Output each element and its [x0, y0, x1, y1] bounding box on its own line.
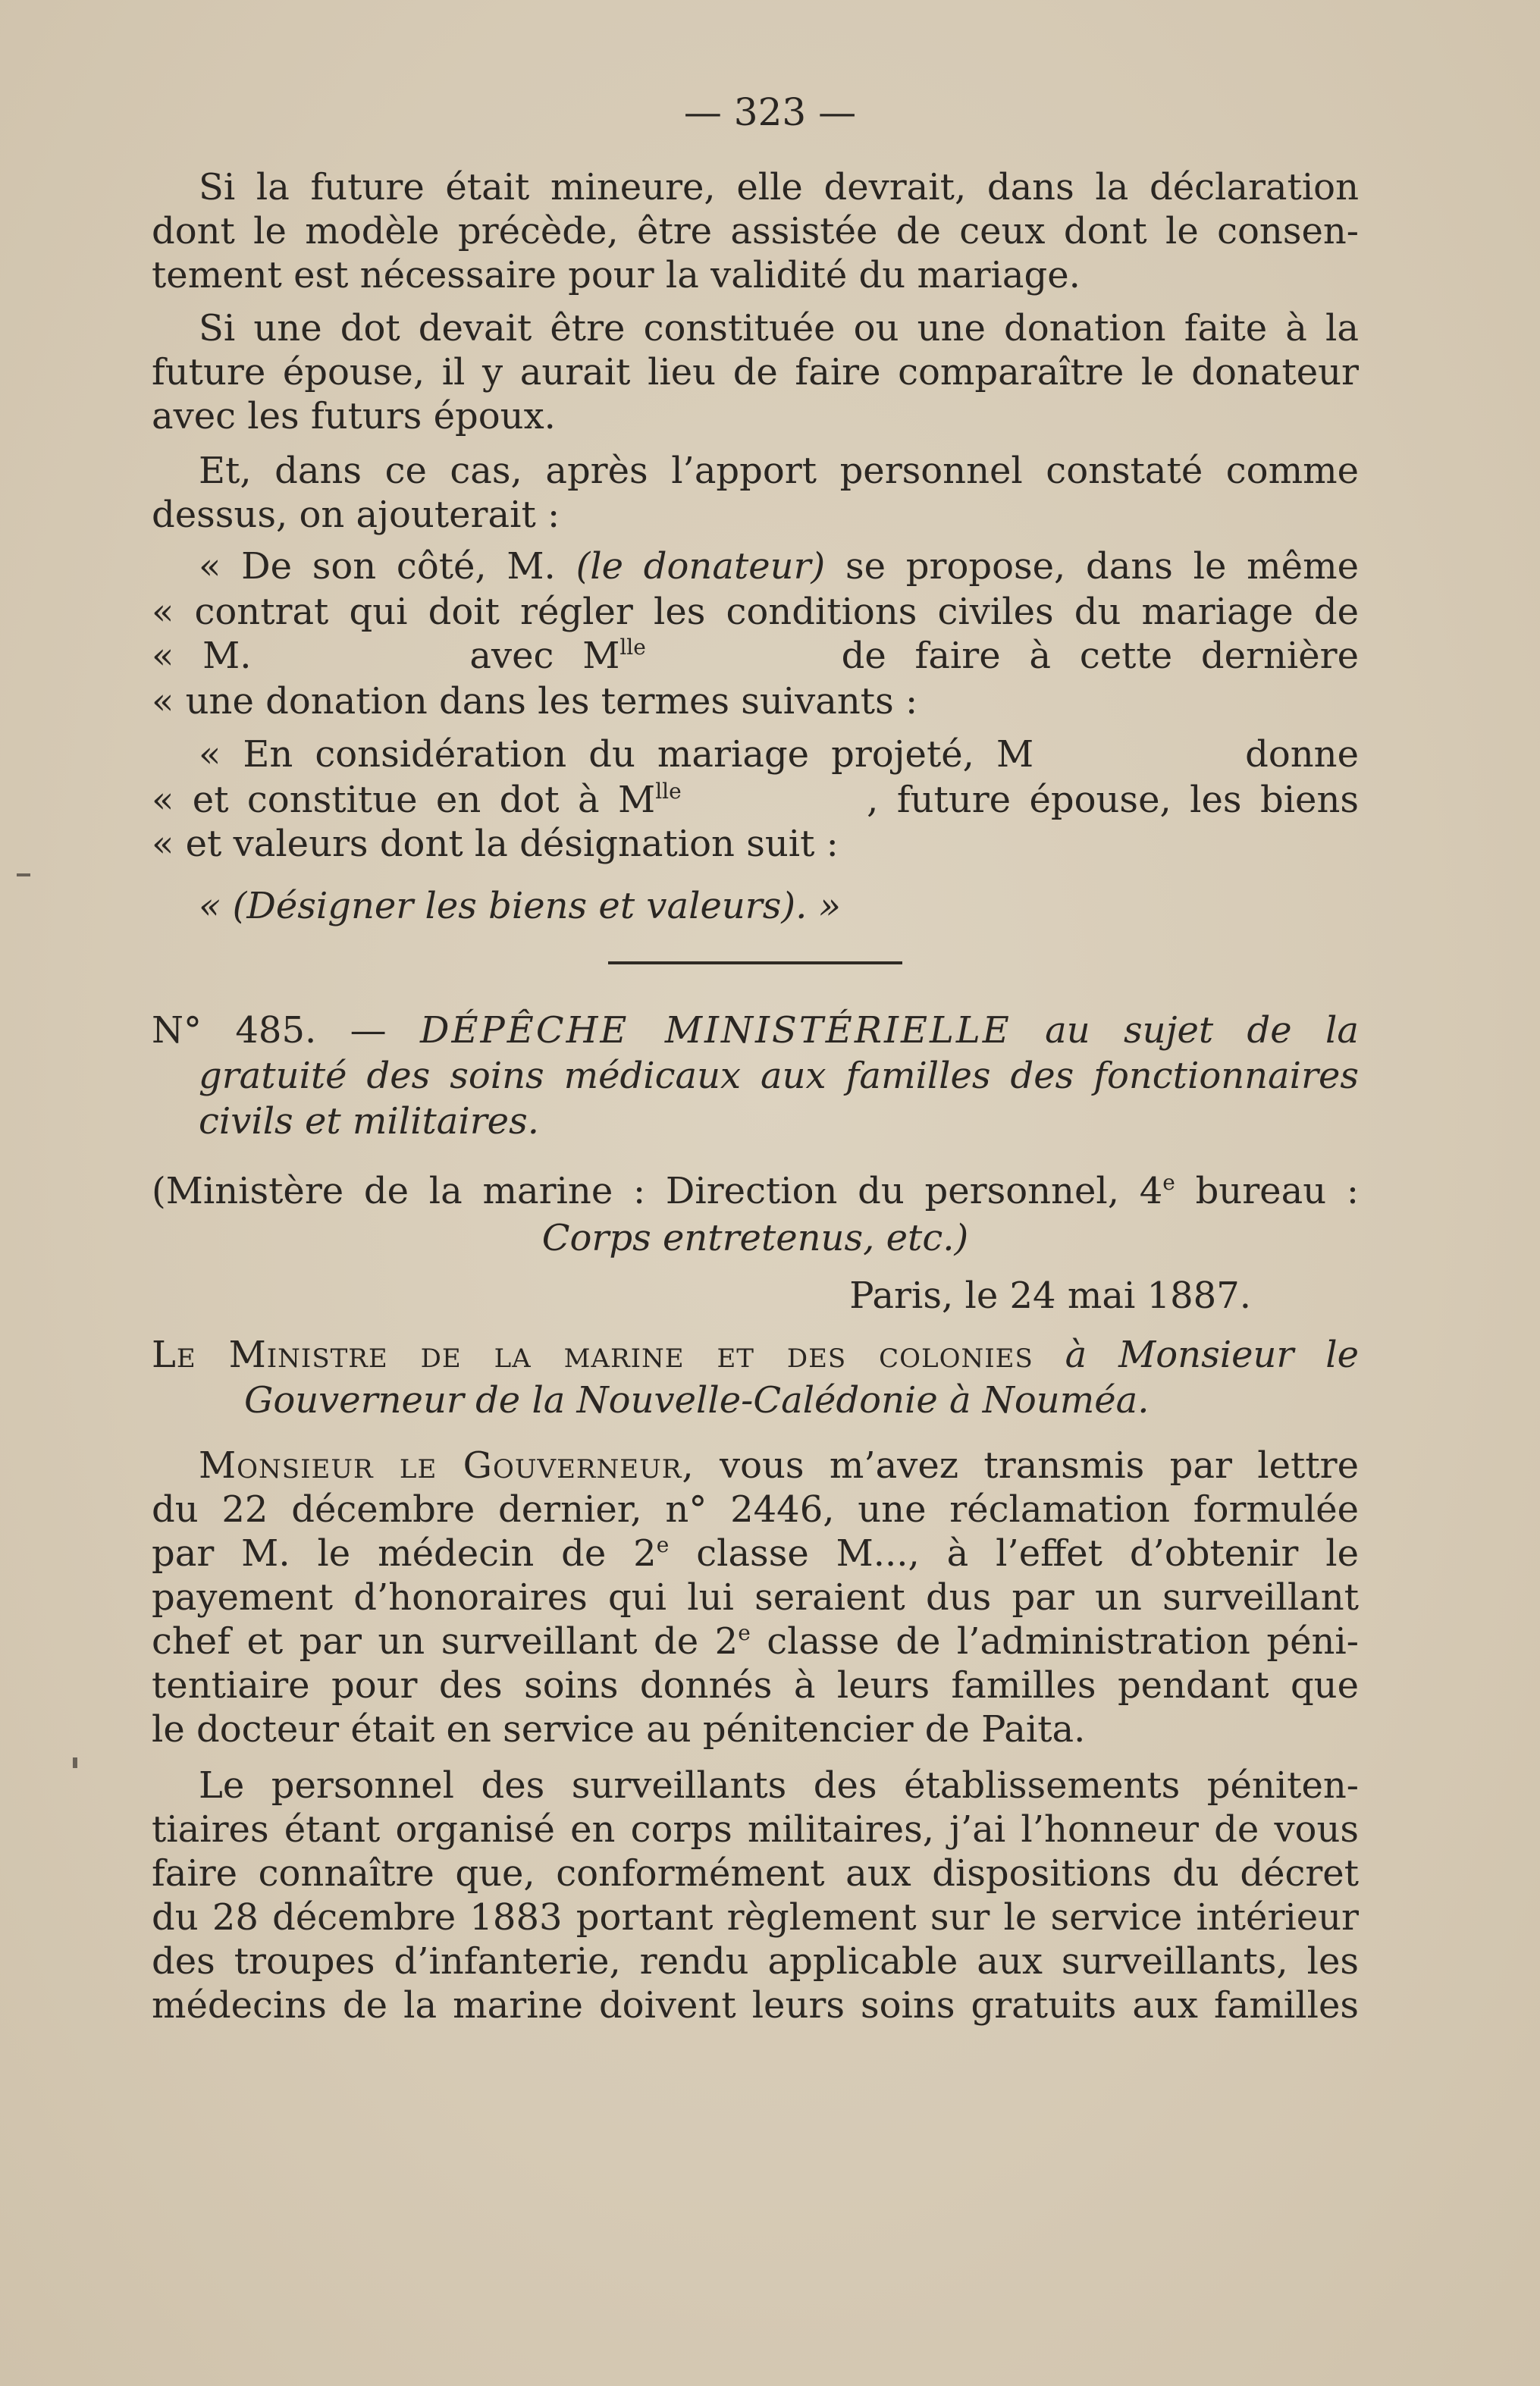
- quote-line: « et valeurs dont la désignation suit :: [152, 823, 839, 865]
- document-title: gratuité des soins médicaux aux familles des fonctionnaires: [199, 1055, 1359, 1097]
- ministry-line: Corps entretenus, etc.): [541, 1217, 969, 1259]
- quote-line: « M. avec $M^{lle}$ de faire à cette dernière: [152, 635, 1359, 677]
- quote-line: « une donation dans les termes suivants :: [152, 680, 918, 723]
- text-line: avec les futurs époux.: [152, 395, 556, 437]
- dateline: Paris, le 24 mai 1887.: [849, 1275, 1251, 1317]
- margin-speck: [73, 1757, 77, 1768]
- text-line: tiaires étant organisé en corps militaires, j’ai l’honneur de vous: [152, 1808, 1359, 1851]
- text-line: Monsieur le Gouverneur, vous m’avez transmis par lettre: [199, 1444, 1359, 1487]
- page-number: — 323 —: [683, 90, 857, 134]
- quote-line: « En considération du mariage projeté, M donne: [199, 733, 1359, 776]
- text-line: le docteur était en service au pénitencier de Paita.: [152, 1708, 1086, 1751]
- addressee-line: Gouverneur de la Nouvelle-Calédonie à Nouméa.: [244, 1379, 1150, 1422]
- text-line: tentiaire pour des soins donnés à leurs familles pendant que: [152, 1664, 1359, 1707]
- addressee-line: Le Ministre de la marine et des colonies à Monsieur le: [152, 1334, 1359, 1376]
- text-line: Et, dans ce cas, après l’apport personnel constaté comme: [199, 450, 1359, 492]
- section-divider: [608, 961, 902, 964]
- text-line: des troupes d’infanterie, rendu applicable aux surveillants, les: [152, 1940, 1359, 1983]
- document-title: civils et militaires.: [199, 1100, 539, 1143]
- quote-line: « De son côté, M. (le donateur) se propose, dans le même: [199, 545, 1359, 588]
- text-line: Si une dot devait être constituée ou une donation faite à la: [199, 307, 1359, 350]
- text-line: tement est nécessaire pour la validité du mariage.: [152, 254, 1081, 296]
- margin-speck: [17, 873, 30, 876]
- document-title: N° 485. — DÉPÊCHE MINISTÉRIELLE au sujet de la: [152, 1009, 1360, 1052]
- text-line: faire connaître que, conformément aux dispositions du décret: [152, 1852, 1359, 1895]
- text-line: Le personnel des surveillants des établissements péniten-: [199, 1764, 1359, 1807]
- text-line: payement d’honoraires qui lui seraient dus par un surveillant: [152, 1576, 1359, 1619]
- quote-line: « et constitue en dot à $M^{lle}$ , future épouse, les biens: [152, 779, 1360, 821]
- text-line: chef et par un surveillant de 2e classe de l’administration péni-: [152, 1620, 1359, 1663]
- quote-line: « contrat qui doit régler les conditions civiles du mariage de: [152, 591, 1359, 633]
- ministry-line: (Ministère de la marine : Direction du personnel, 4e bureau :: [152, 1170, 1360, 1212]
- text-line: Si la future était mineure, elle devrait, dans la déclaration: [199, 166, 1359, 209]
- text-line: future épouse, il y aurait lieu de faire comparaître le donateur: [152, 351, 1359, 393]
- quote-line: « (Désigner les biens et valeurs). »: [199, 885, 841, 927]
- text-line: par M. le médecin de 2e classe M..., à l’effet d’obtenir le: [152, 1532, 1360, 1575]
- text-line: dont le modèle précède, être assistée de ceux dont le consen-: [152, 210, 1359, 252]
- text-line: du 28 décembre 1883 portant règlement sur le service intérieur: [152, 1896, 1359, 1939]
- text-line: dessus, on ajouterait :: [152, 494, 560, 536]
- text-line: du 22 décembre dernier, n° 2446, une réclamation formulée: [152, 1488, 1359, 1531]
- text-line: médecins de la marine doivent leurs soins gratuits aux familles: [152, 1984, 1359, 2027]
